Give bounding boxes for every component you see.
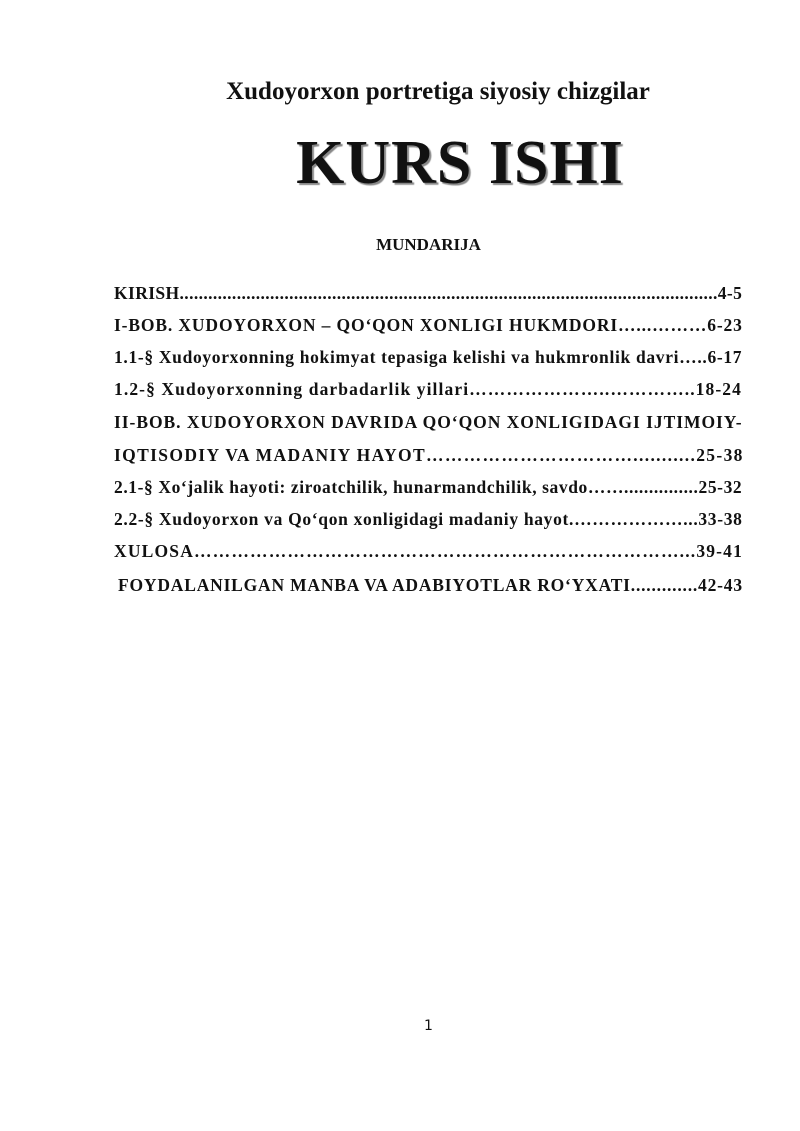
toc-entry-chapter-2-cont: IQTISODIY VA MADANIY HAYOT……………………………...........25-38 [114, 445, 744, 465]
toc-entry-section-1-2: 1.2-§ Xudoyorxonning darbadarlik yillari…………………..…………..18-24 [114, 379, 742, 399]
document-title: KURS ISHI [296, 129, 624, 197]
toc-entry-section-2-2: 2.2-§ Xudoyorxon va Qo‘qon xonligidagi madaniy hayot.………………...33-38 [114, 509, 743, 529]
toc-entry-xulosa: XULOSA……………………………………………………………………...39-41 [114, 541, 744, 561]
page-number: 1 [424, 1018, 433, 1034]
toc-entry-section-2-1: 2.1-§ Xo‘jalik hayoti: ziroatchilik, hunarmandchilik, savdo……...............25-32 [114, 477, 743, 497]
document-subtitle: Xudoyorxon portretiga siyosiy chizgilar [226, 78, 650, 105]
toc-entry-section-1-1: 1.1-§ Xudoyorxonning hokimyat tepasiga kelishi va hukmronlik davri…..6-17 [114, 347, 743, 367]
toc-entry-references: FOYDALANILGAN MANBA VA ADABIYOTLAR RO‘YXATI.............42-43 [118, 575, 743, 595]
toc-entry-kirish: KIRISH.................................................................................................................4-5 [114, 283, 743, 303]
toc-entry-chapter-1: I-BOB. XUDOYORXON – QO‘QON XONLIGI HUKMDORI…...………6-23 [114, 315, 743, 335]
toc-heading: MUNDARIJA [376, 235, 481, 254]
toc-entry-chapter-2: II-BOB. XUDOYORXON DAVRIDA QO‘QON XONLIGIDAGI IJTIMOIY- [114, 412, 743, 432]
